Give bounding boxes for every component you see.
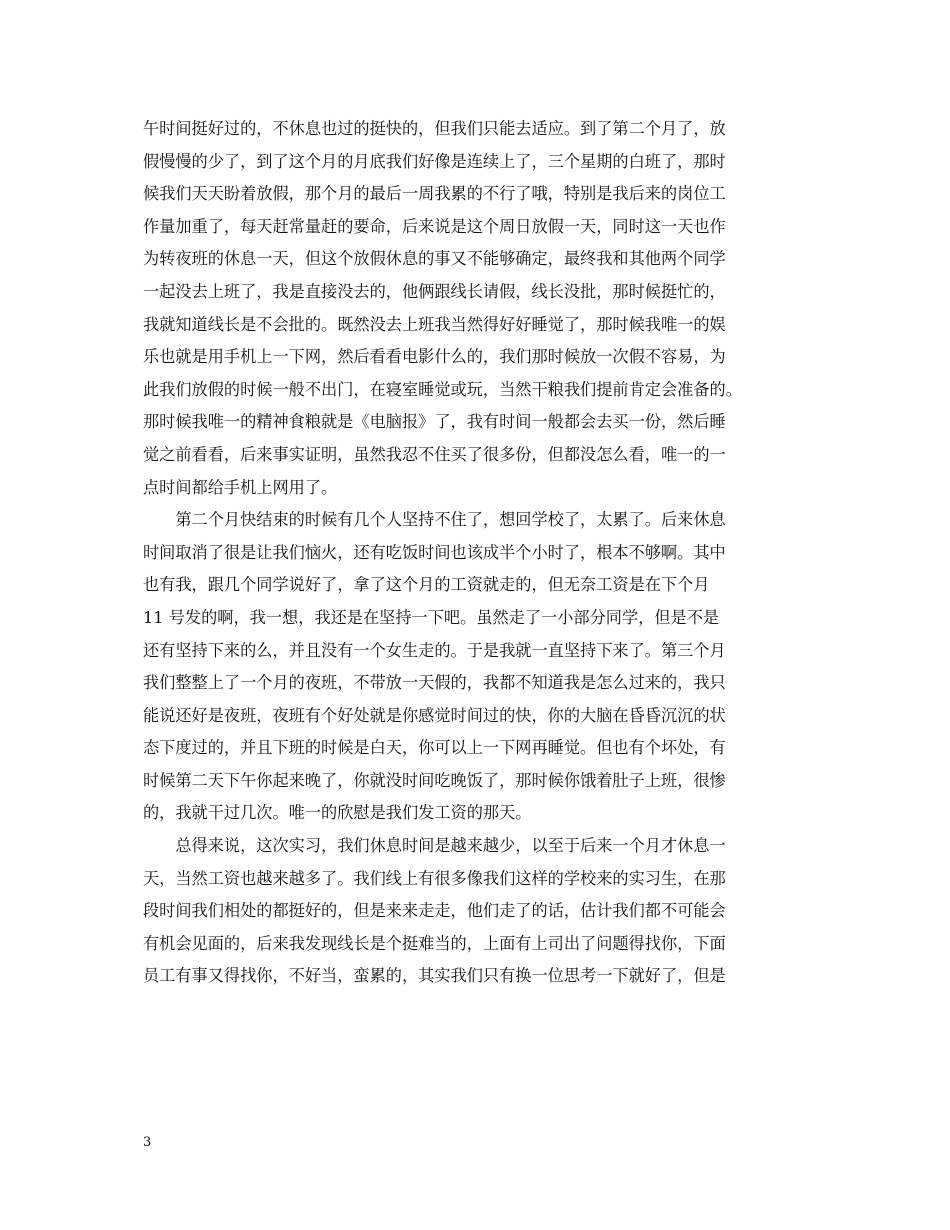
text-line: 天，当然工资也越来越多了。我们线上有很多像我们这样的学校来的实习生，在那 (143, 868, 726, 888)
text-line: 第二个月快结束的时候有几个人坚持不住了，想回学校了，太累了。后来休息 (143, 510, 726, 530)
text-line: 时候第二天下午你起来晚了，你就没时间吃晚饭了，那时候你饿着肚子上班，很惨 (143, 770, 726, 790)
text-line: 一起没去上班了，我是直接没去的，他俩跟线长请假，线长没批，那时候挺忙的， (143, 281, 726, 301)
text-line: 的，我就干过几次。唯一的欣慰是我们发工资的那天。 (143, 803, 532, 823)
text-line: 假慢慢的少了，到了这个月的月底我们好像是连续上了，三个星期的白班了，那时 (143, 151, 726, 171)
text-line: 态下度过的，并且下班的时候是白天，你可以上一下网再睡觉。但也有个坏处，有 (143, 738, 726, 758)
text-line: 为转夜班的休息一天，但这个放假休息的事又不能够确定，最终我和其他两个同学 (143, 249, 726, 269)
body-text (143, 113, 833, 993)
text-line: 乐也就是用手机上一下网，然后看看电影什么的，我们那时候放一次假不容易，为 (143, 347, 726, 367)
text-line: 那时候我唯一的精神食粮就是《电脑报》了，我有时间一般都会去买一份，然后睡 (143, 412, 726, 432)
text-line: 时间取消了很是让我们恼火，还有吃饭时间也该成半个小时了，根本不够啊。其中 (143, 542, 726, 562)
text-line: 我就知道线长是不会批的。既然没去上班我当然得好好睡觉了，那时候我唯一的娱 (143, 314, 726, 334)
text-line: 午时间挺好过的，不休息也过的挺快的，但我们只能去适应。到了第二个月了，放 (143, 119, 726, 138)
text-line: 觉之前看看，后来事实证明，虽然我忍不住买了很多份，但都没怎么看，唯一的一 (143, 444, 726, 464)
text-line: 还有坚持下来的么，并且没有一个女生走的。于是我就一直坚持下来了。第三个月 (143, 640, 726, 660)
text-line: 点时间都给手机上网用了。 (143, 477, 338, 497)
text-line: 有机会见面的，后来我发现线长是个挺难当的，上面有上司出了问题得找你，下面 (143, 933, 726, 953)
text-line: 我们整整上了一个月的夜班，不带放一天假的，我都不知道我是怎么过来的，我只 (143, 673, 726, 693)
text-line: 11 号发的啊，我一想，我还是在坚持一下吧。虽然走了一小部分同学，但是不是 (143, 607, 720, 627)
text-line: 段时间我们相处的都挺好的，但是来来走走，他们走了的话，估计我们都不可能会 (143, 901, 726, 921)
text-line: 总得来说，这次实习，我们休息时间是越来越少，以至于后来一个月才休息一 (143, 836, 726, 856)
text-line: 此我们放假的时候一般不出门，在寝室睡觉或玩，当然干粮我们提前肯定会准备的。 (143, 379, 742, 399)
text-line: 也有我，跟几个同学说好了，拿了这个月的工资就走的，但无奈工资是在下个月 (143, 575, 710, 595)
text-line: 能说还好是夜班，夜班有个好处就是你感觉时间过的快，你的大脑在昏昏沉沉的状 (143, 705, 726, 725)
text-line: 作量加重了，每天赶常量赶的要命，后来说是这个周日放假一天，同时这一天也作 (143, 216, 726, 236)
page-number: 3 (143, 1135, 152, 1150)
text-line: 候我们天天盼着放假，那个月的最后一周我累的不行了哦，特别是我后来的岗位工 (143, 184, 726, 204)
text-line: 员工有事又得找你，不好当，蛮累的，其实我们只有换一位思考一下就好了，但是 (143, 966, 726, 986)
